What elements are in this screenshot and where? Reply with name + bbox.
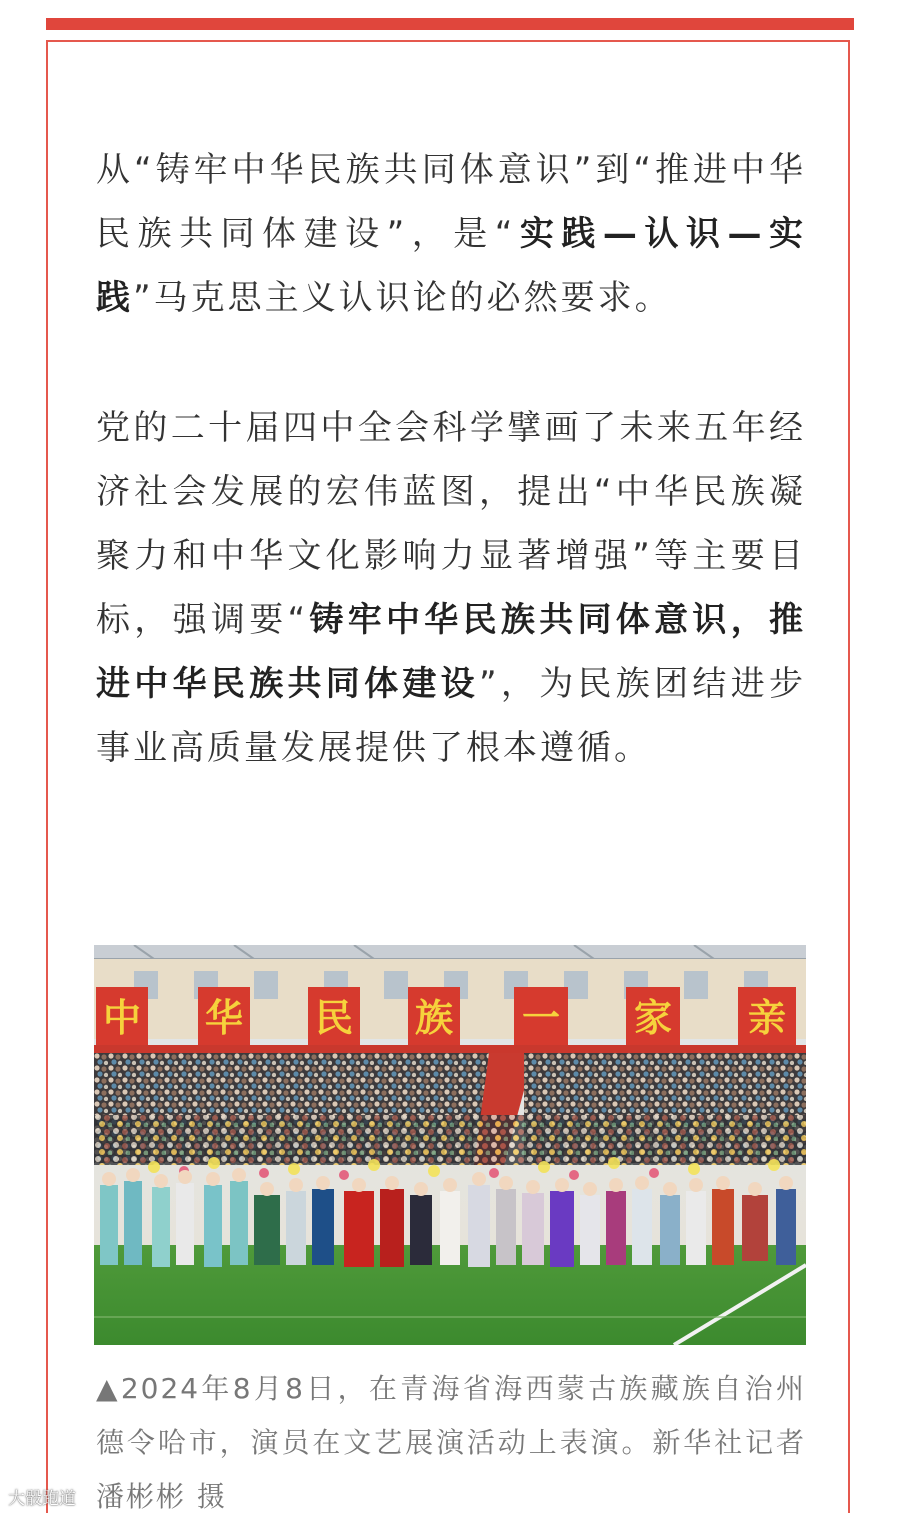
- banner-char-7: 亲: [747, 996, 787, 1040]
- banner-char-2: 华: [204, 996, 244, 1040]
- banner-char-1: 中: [102, 996, 142, 1040]
- banner-char-3: 民: [314, 996, 354, 1040]
- stadium-photo: [94, 945, 806, 1345]
- banner-char-5: 一: [521, 996, 561, 1040]
- paragraph-1: [96, 138, 806, 330]
- paragraph-2-text-b: ”，为民族团结进步事业高质量发展提供了根本遵循。: [96, 664, 807, 768]
- stadium-photo-illustration: [94, 945, 806, 1345]
- paragraph-2-bold: 铸牢中华民族共同体意识，推进中华民族共同体建设: [96, 600, 806, 704]
- banner-char-6: 家: [633, 996, 673, 1040]
- banner-char-4: 族: [414, 996, 454, 1040]
- top-accent-bar: [46, 18, 854, 30]
- photo-caption: ▲2024年8月8日，在青海省海西蒙古族藏族自治州德令哈市，演员在文艺展演活动上表演。新华社记者 潘彬彬 摄: [96, 1372, 806, 1513]
- paragraph-1-text-b: ”马克思主义认识论的必然要求。: [133, 278, 672, 318]
- paragraph-2-text-a: 党的二十届四中全会科学擘画了未来五年经济社会发展的宏伟蓝图，提出“中华民族凝聚力和中华文化影响力显著增强”等主要目标，强调要“: [96, 408, 806, 640]
- watermark: 大骰跑道: [8, 1489, 76, 1509]
- article-body: [96, 138, 806, 780]
- paragraph-2: [96, 396, 806, 780]
- paragraph-1-bold: 实践—认识—实践: [96, 214, 806, 318]
- paragraph-1-text-a: 从“铸牢中华民族共同体意识”到“推进中华民族共同体建设”，是“: [96, 150, 806, 254]
